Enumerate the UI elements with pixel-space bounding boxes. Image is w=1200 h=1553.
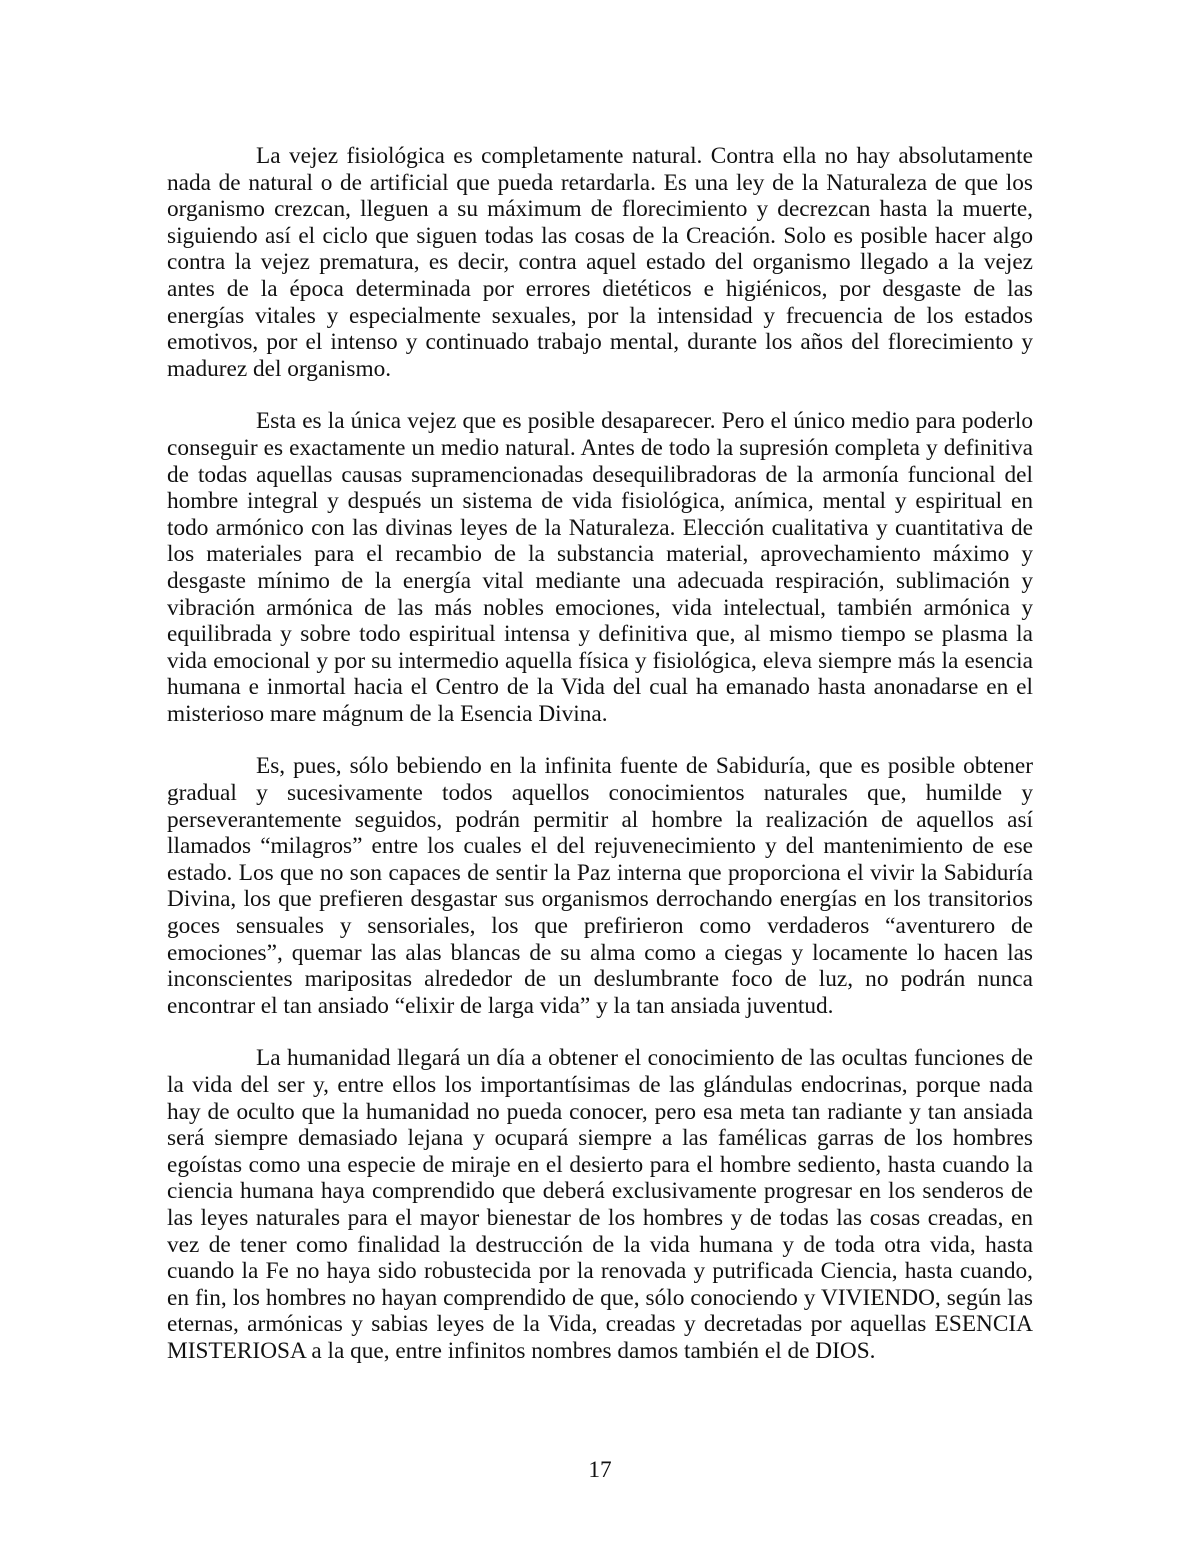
paragraph-3: Es, pues, sólo bebiendo en la infinita fuente de Sabiduría, que es posible obtener gradual y sucesivamente todos aquellos conocimientos naturales que, humilde y perseverantemente seguidos, podrán permitir al hombre la realización de aquellos así llamados “milagros” entre los cuales el del rejuvenecimiento y del mantenimiento de ese estado. Los que no son capaces de sentir la Paz interna que proporciona el vivir la Sabiduría Divina, los que prefieren desgastar sus organismos derrochando energías en los transitorios goces sensuales y sensoriales, los que prefirieron como verdaderos “aventurero de emociones”, quemar las alas blancas de su alma como a ciegas y locamente lo hacen las inconscientes maripositas alrededor de un deslumbrante foco de luz, no podrán nunca encontrar el tan ansiado “elixir de larga vida” y la tan ansiada juventud. — [167, 753, 1033, 1019]
page-number: 17 — [588, 1457, 612, 1483]
paragraph-1: La vejez fisiológica es completamente natural. Contra ella no hay absolutamente nada de natural o de artificial que pueda retardarla. Es una ley de la Naturaleza de que los organismo crezcan, lleguen a su máximum de florecimiento y decrezcan hasta la muerte, siguiendo así el ciclo que siguen todas las cosas de la Creación. Solo es posible hacer algo contra la vejez prematura, es decir, contra aquel estado del organismo llegado a la vejez antes de la época determinada por errores dietéticos e higiénicos, por desgaste de las energías vitales y especialmente sexuales, por la intensidad y frecuencia de los estados emotivos, por el intenso y continuado trabajo mental, durante los años del florecimiento y madurez del organismo. — [167, 143, 1033, 382]
paragraph-2: Esta es la única vejez que es posible desaparecer. Pero el único medio para poderlo conseguir es exactamente un medio natural. Antes de todo la supresión completa y definitiva de todas aquellas causas supramencionadas desequilibradoras de la armonía funcional del hombre integral y después un sistema de vida fisiológica, anímica, mental y espiritual en todo armónico con las divinas leyes de la Naturaleza. Elección cualitativa y cuantitativa de los materiales para el recambio de la substancia material, aprovechamiento máximo y desgaste mínimo de la energía vital mediante una adecuada respiración, sublimación y vibración armónica de las más nobles emociones, vida intelectual, también armónica y equilibrada y sobre todo espiritual intensa y definitiva que, al mismo tiempo se plasma la vida emocional y por su intermedio aquella física y fisiológica, eleva siempre más la esencia humana e inmortal hacia el Centro de la Vida del cual ha emanado hasta anonadarse en el misterioso mare mágnum de la Esencia Divina. — [167, 408, 1033, 727]
paragraph-4: La humanidad llegará un día a obtener el conocimiento de las ocultas funciones de la vida del ser y, entre ellos los importantísimas de las glándulas endocrinas, porque nada hay de oculto que la humanidad no pueda conocer, pero esa meta tan radiante y tan ansiada será siempre demasiado lejana y ocupará siempre a las famélicas garras de los hombres egoístas como una especie de miraje en el desierto para el hombre sediento, hasta cuando la ciencia humana haya comprendido que deberá exclusivamente progresar en los senderos de las leyes naturales para el mayor bienestar de los hombres y de todas las cosas creadas, en vez de tener como finalidad la destrucción de la vida humana y de toda otra vida, hasta cuando la Fe no haya sido robustecida por la renovada y putrificada Ciencia, hasta cuando, en fin, los hombres no hayan comprendido de que, sólo conociendo y VIVIENDO, según las eternas, armónicas y sabias leyes de la Vida, creadas y decretadas por aquellas ESENCIA MISTERIOSA a la que, entre infinitos nombres damos también el de DIOS. — [167, 1045, 1033, 1364]
document-body — [167, 143, 1033, 1391]
